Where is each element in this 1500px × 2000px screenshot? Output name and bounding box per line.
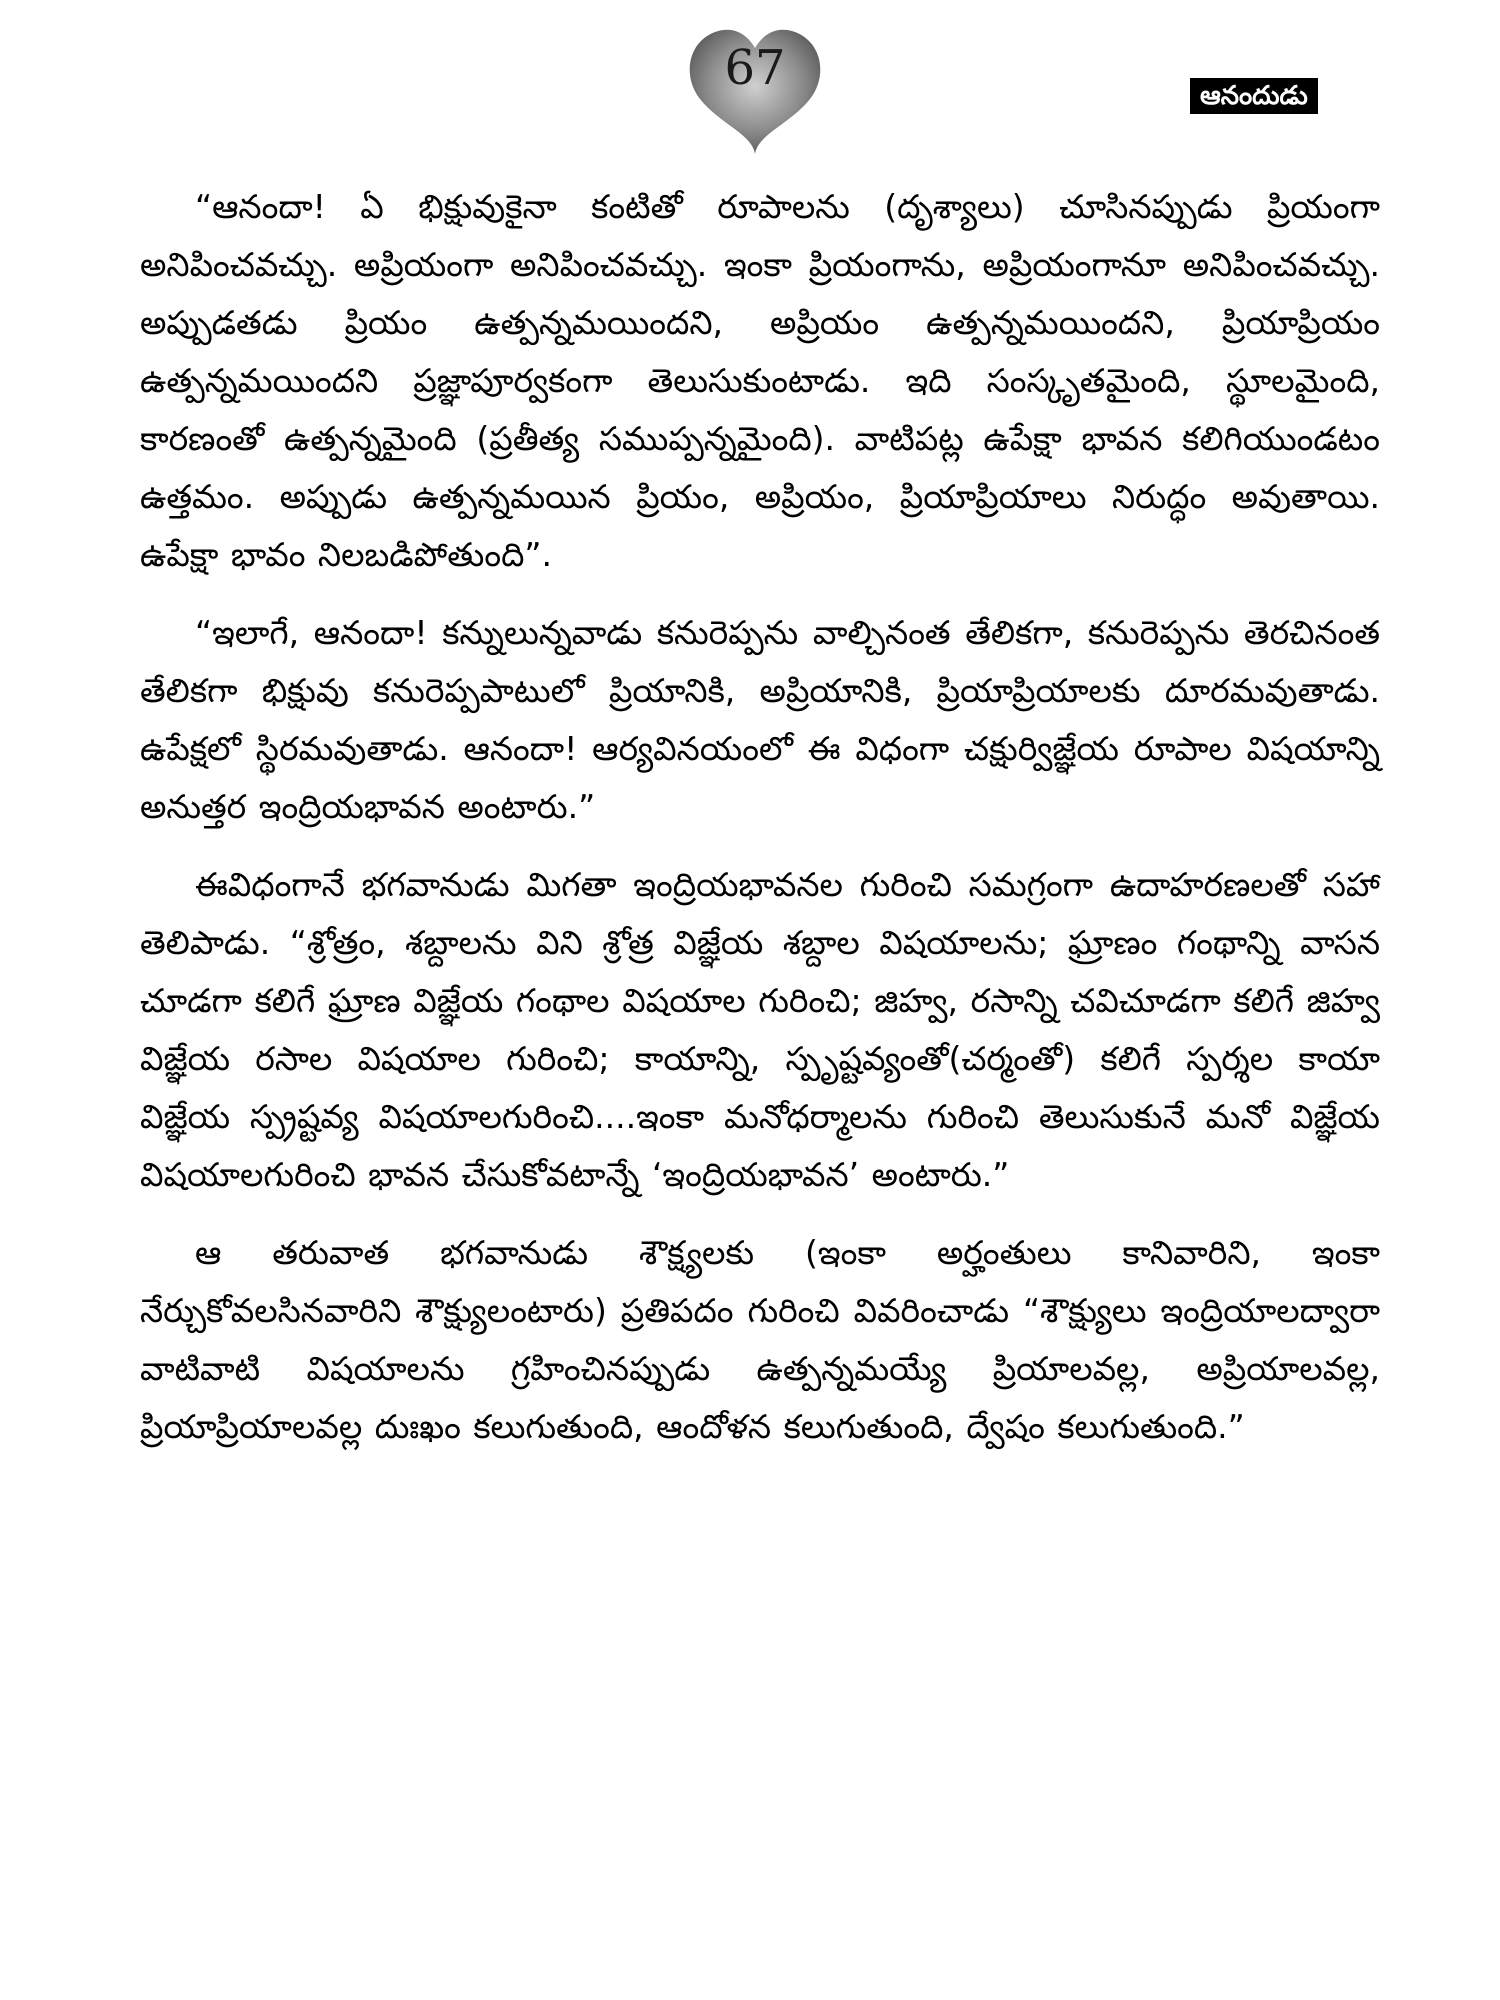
paragraph-3: ఈవిధంగానే భగవానుడు మిగతా ఇంద్రియభావనల గురించి సమగ్రంగా ఉదాహరణలతో సహా తెలిపాడు. “శ్రోత్రం, శబ్దాలను విని శ్రోత్ర విజ్ఞేయ శబ్దాల విషయాలను; ఘ్రాణం గంథాన్ని వాసన చూడగా కలిగే ఘ్రాణ విజ్ఞేయ గంథాల విషయాల గురించి; జిహ్వ, రసాన్ని చవిచూడగా కలిగే జిహ్వ విజ్ఞేయ రసాల విషయాల గురించి; కాయాన్ని, స్పృష్టవ్యంతో(చర్మంతో) కలిగే స్పర్శల కాయా విజ్ఞేయ స్ప్రష్టవ్య విషయాలగురించి....ఇంకా మనోధర్మాలను గురించి తెలుసుకునే మనో విజ్ఞేయ విషయాలగురించి భావన చేసుకోవటాన్నే ‘ఇంద్రియభావన’ అంటారు.” xyxy=(140,865,1380,1194)
page-number-badge xyxy=(680,14,830,164)
paragraph-4: ఆ తరువాత భగవానుడు శౌక్ష్యలకు (ఇంకా అర్హంతులు కానివారిని, ఇంకా నేర్చుకోవలసినవారిని శౌక్ష్యులంటారు) ప్రతిపదం గురించి వివరించాడు “శౌక్ష్యులు ఇంద్రియాలద్వారా వాటివాటి విషయాలను గ్రహించినప్పుడు ఉత్పన్నమయ్యే ప్రియాలవల్ల, అప్రియాలవల్ల, ప్రియాప్రియాలవల్ల దుఃఖం కలుగుతుంది, ఆందోళన కలుగుతుంది, ద్వేషం కలుగుతుంది.” xyxy=(140,1233,1380,1446)
paragraph-2: “ఇలాగే, ఆనందా! కన్నులున్నవాడు కనురెప్పను వాల్చినంత తేలికగా, కనురెప్పను తెరచినంత తేలికగా భిక్షువు కనురెప్పపాటులో ప్రియానికి, అప్రియానికి, ప్రియాప్రియాలకు దూరమవుతాడు. ఉపేక్షలో స్థిరమవుతాడు. ఆనందా! ఆర్యవినయంలో ఈ విధంగా చక్షుర్విజ్ఞేయ రూపాల విషయాన్ని అనుత్తర ఇంద్రియభావన అంటారు.” xyxy=(140,613,1380,826)
running-head-title: ఆనందుడు xyxy=(1190,78,1318,114)
page-number: 67 xyxy=(724,40,786,96)
body-text xyxy=(140,178,1380,1476)
page-header xyxy=(0,0,1500,160)
paragraph-1: “ఆనందా! ఏ భిక్షువుకైనా కంటితో రూపాలను (దృశ్యాలు) చూసినప్పుడు ప్రియంగా అనిపించవచ్చు. అప్రియంగా అనిపించవచ్చు. ఇంకా ప్రియంగాను, అప్రియంగానూ అనిపించవచ్చు. అప్పుడతడు ప్రియం ఉత్పన్నమయిందని, అప్రియం ఉత్పన్నమయిందని, ప్రియాప్రియం ఉత్పన్నమయిందని ప్రజ్ఞాపూర్వకంగా తెలుసుకుంటాడు. ఇది సంస్కృతమైంది, స్థూలమైంది, కారణంతో ఉత్పన్నమైంది (ప్రతీత్య సముప్పన్నమైంది). వాటిపట్ల ఉపేక్షా భావన కలిగియుండటం ఉత్తమం. అప్పుడు ఉత్పన్నమయిన ప్రియం, అప్రియం, ప్రియాప్రియాలు నిరుద్ధం అవుతాయి. ఉపేక్షా భావం నిలబడిపోతుంది”. xyxy=(140,187,1380,574)
